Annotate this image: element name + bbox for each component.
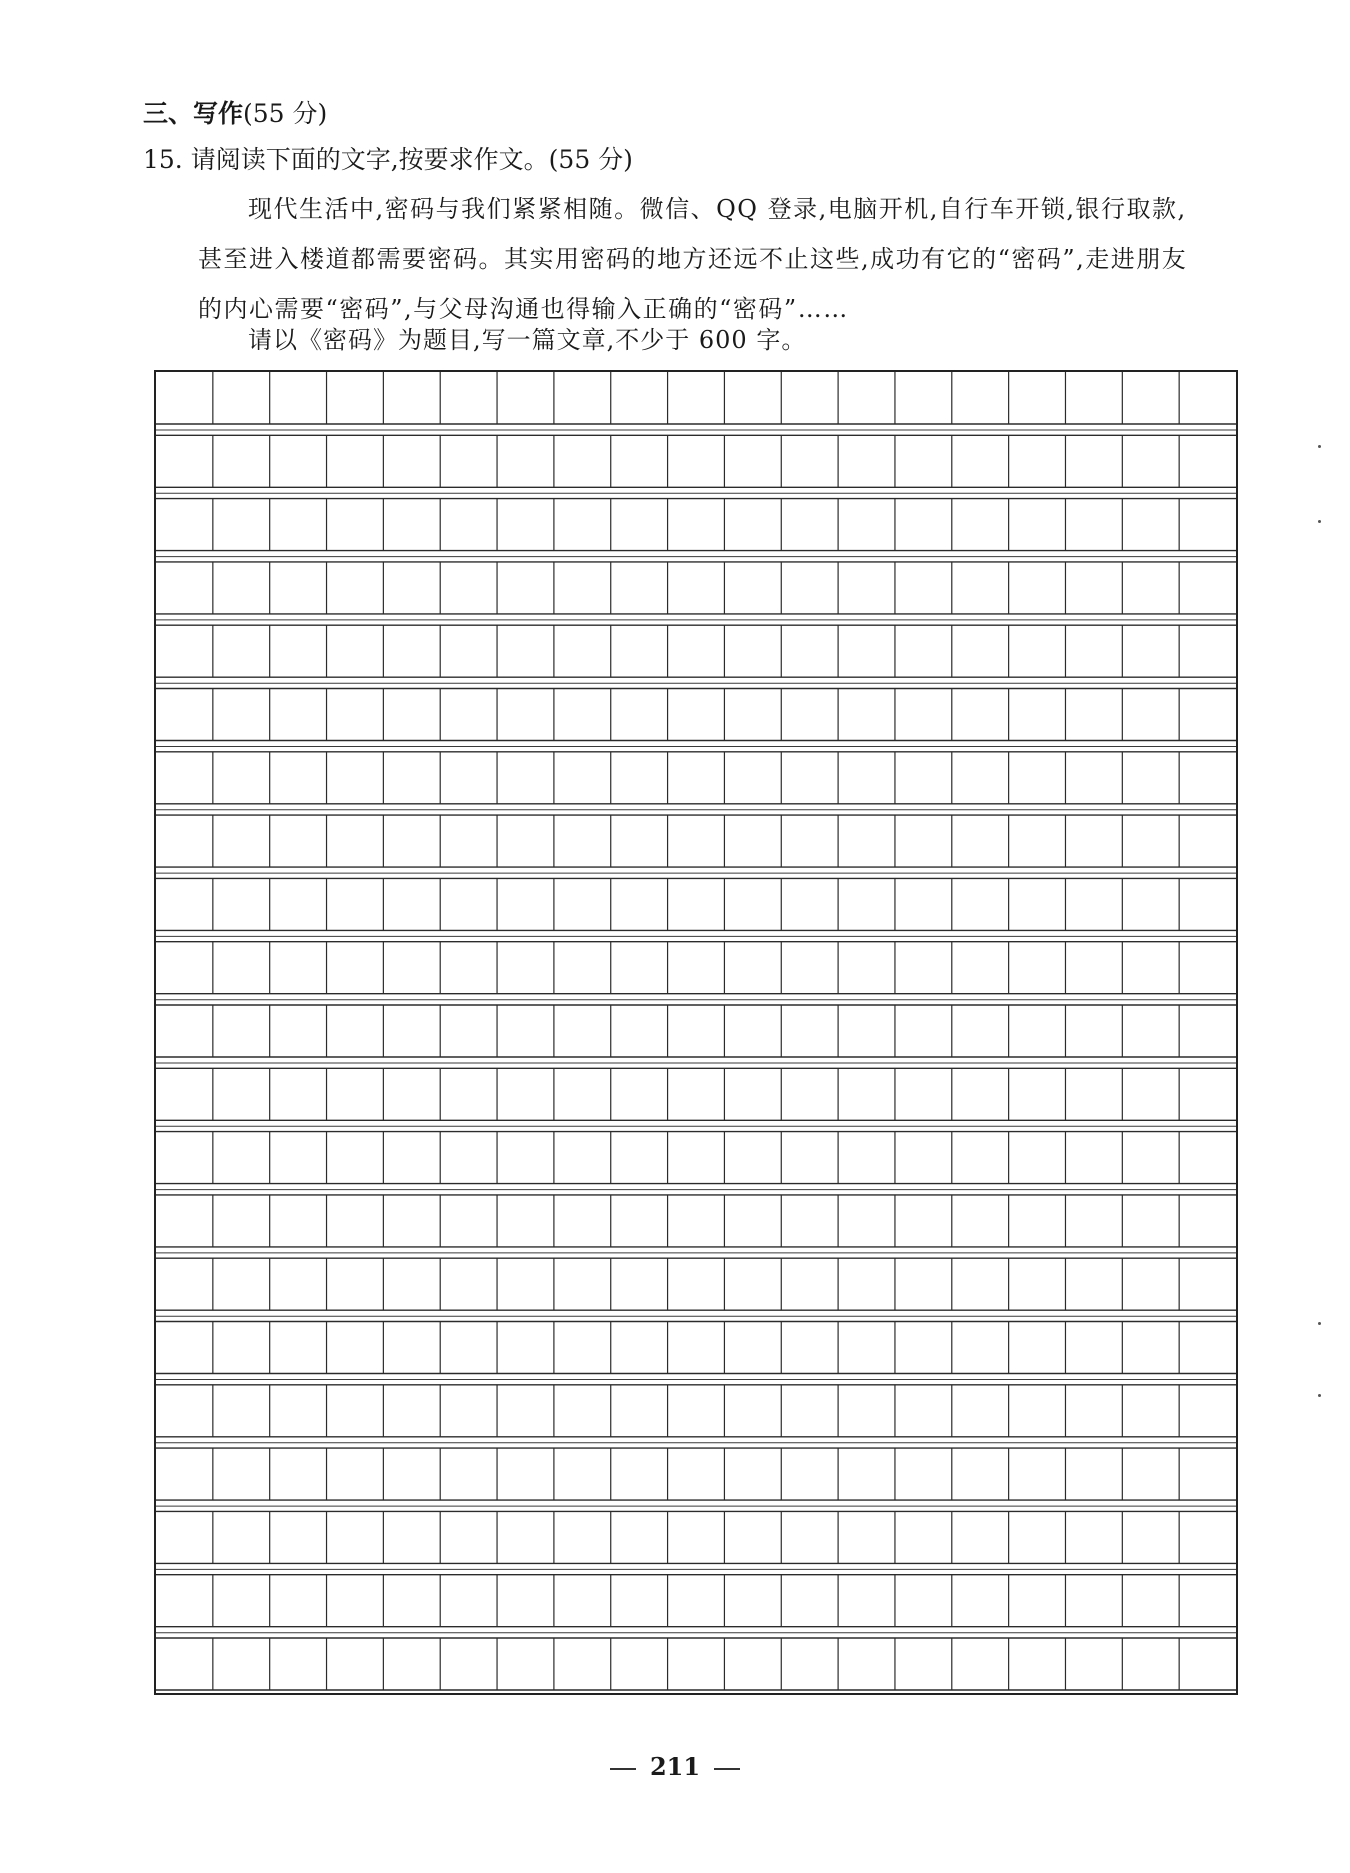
grid-row [156,752,1236,810]
grid-row [156,1385,1236,1443]
grid-row [156,1068,1236,1126]
grid-row [156,372,1236,430]
grid-row [156,815,1236,873]
grid-row [156,1005,1236,1063]
grid-row [156,562,1236,620]
prompt-passage [200,184,1270,334]
writing-requirement: 请以《密码》为题目,写一篇文章,不少于 600 字。 [248,326,807,354]
scan-mark [1318,520,1321,523]
question-instruction: 请阅读下面的文字,按要求作文。(55 分) [190,145,633,174]
composition-grid-lines [156,372,1236,1693]
prompt-line-2: 甚至进入楼道都需要密码。其实用密码的地方还远不止这些,成功有它的“密码”,走进朋友 [198,245,1188,273]
question-number: 15. [143,145,183,174]
grid-row [156,1448,1236,1506]
grid-row [156,1575,1236,1633]
grid-row [156,1638,1236,1690]
page-number-value: 211 [649,1752,701,1781]
question-title [143,142,633,178]
grid-row [156,1322,1236,1380]
section-score: (55 分) [243,99,328,128]
scan-mark [1318,445,1321,448]
grid-row [156,689,1236,747]
scan-mark [1318,1394,1321,1397]
page-number-dash-right [714,1768,740,1770]
grid-row [156,1132,1236,1190]
grid-row [156,435,1236,493]
grid-row [156,625,1236,683]
prompt-line-1: 现代生活中,密码与我们紧紧相随。微信、QQ 登录,电脑开机,自行车开锁,银行取款, [248,195,1187,223]
grid-row [156,1195,1236,1253]
page-number [0,1752,1350,1782]
prompt-line-3: 的内心需要“密码”,与父母沟通也得输入正确的“密码”…… [198,295,849,323]
grid-row [156,878,1236,936]
grid-row [156,1511,1236,1569]
composition-grid[interactable] [154,370,1238,1695]
grid-row [156,942,1236,1000]
grid-row [156,1258,1236,1316]
section-heading [143,96,327,132]
section-heading-text: 三、写作 [143,99,244,128]
grid-row [156,499,1236,557]
scan-mark [1318,1322,1321,1325]
page-number-dash-left [610,1768,636,1770]
